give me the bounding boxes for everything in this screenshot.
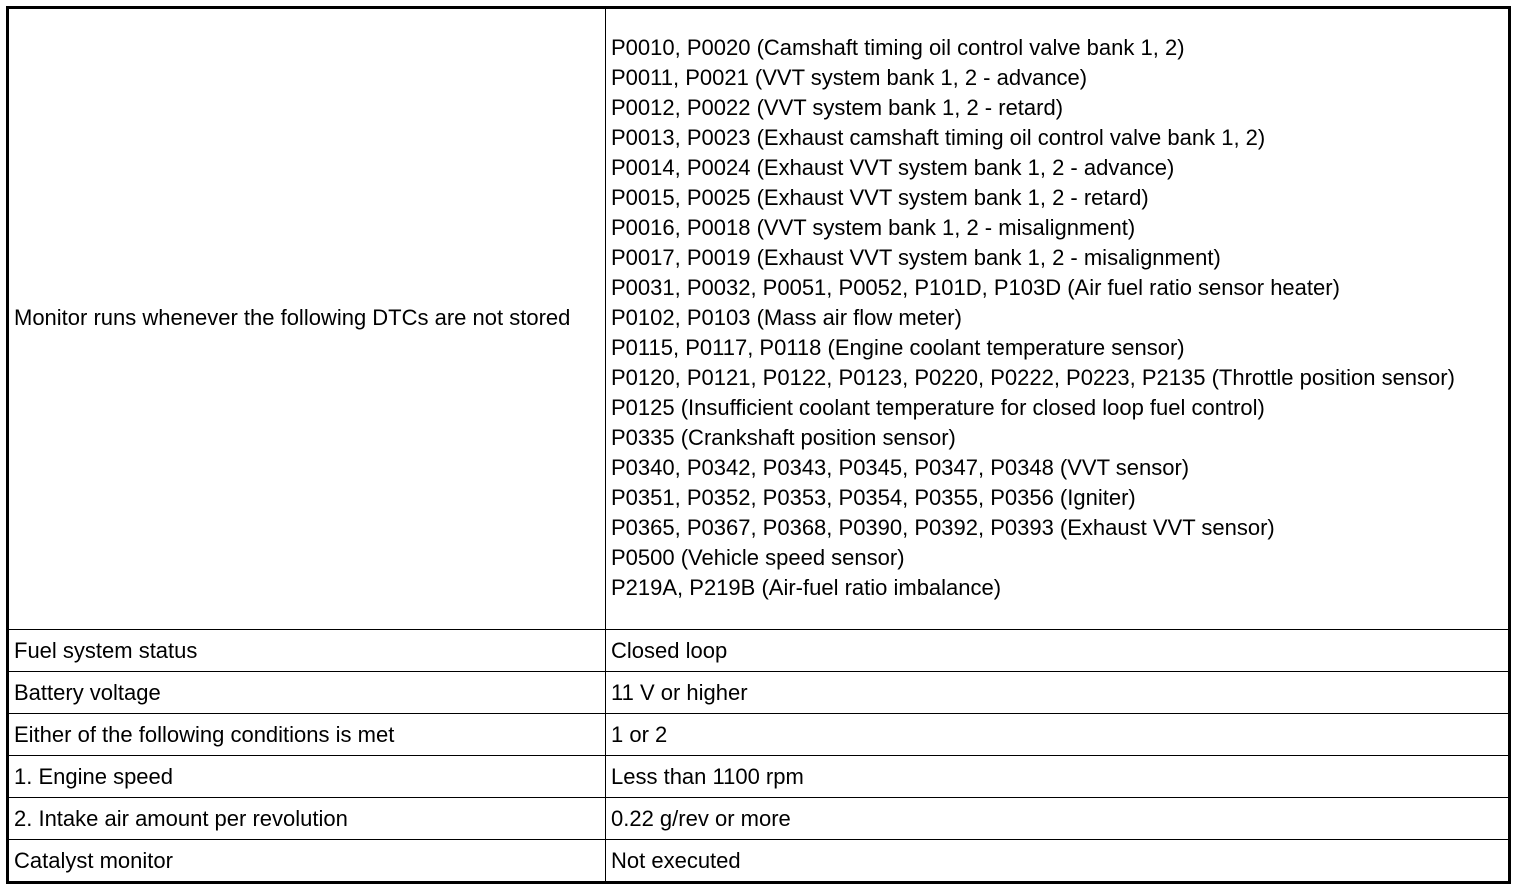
dtc-line: P0115, P0117, P0118 (Engine coolant temperature sensor) <box>611 335 1185 360</box>
table-row <box>8 714 1510 756</box>
dtc-line: P0351, P0352, P0353, P0354, P0355, P0356 (Igniter) <box>611 485 1136 510</box>
dtc-line: P0012, P0022 (VVT system bank 1, 2 - retard) <box>611 95 1064 120</box>
dtc-line: P0500 (Vehicle speed sensor) <box>611 545 905 570</box>
dtc-line: P219A, P219B (Air-fuel ratio imbalance) <box>611 575 1002 600</box>
dtc-line: P0335 (Crankshaft position sensor) <box>611 425 956 450</box>
dtc-line: P0031, P0032, P0051, P0052, P101D, P103D (Air fuel ratio sensor heater) <box>611 275 1340 300</box>
value-cell: Not executed <box>606 840 1510 883</box>
table-row <box>8 756 1510 798</box>
condition-cell: Fuel system status <box>8 630 606 672</box>
condition-cell: Monitor runs whenever the following DTCs are not stored <box>8 8 606 630</box>
dtc-line: P0015, P0025 (Exhaust VVT system bank 1, 2 - retard) <box>611 185 1149 210</box>
dtc-line: P0125 (Insufficient coolant temperature for closed loop fuel control) <box>611 395 1265 420</box>
condition-cell: 2. Intake air amount per revolution <box>8 798 606 840</box>
condition-cell: Catalyst monitor <box>8 840 606 883</box>
dtc-line: P0017, P0019 (Exhaust VVT system bank 1, 2 - misalignment) <box>611 245 1221 270</box>
table-row <box>8 8 1510 630</box>
value-cell: 0.22 g/rev or more <box>606 798 1510 840</box>
condition-cell: 1. Engine speed <box>8 756 606 798</box>
dtc-line: P0013, P0023 (Exhaust camshaft timing oil control valve bank 1, 2) <box>611 125 1266 150</box>
dtc-line: P0120, P0121, P0122, P0123, P0220, P0222, P0223, P2135 (Throttle position sensor) <box>611 365 1455 390</box>
value-cell: Closed loop <box>606 630 1510 672</box>
table-row <box>8 840 1510 883</box>
value-cell: Less than 1100 rpm <box>606 756 1510 798</box>
dtc-line: P0011, P0021 (VVT system bank 1, 2 - advance) <box>611 65 1088 90</box>
monitor-conditions-table <box>6 6 1511 884</box>
table-row <box>8 630 1510 672</box>
dtc-list-cell <box>606 8 1510 630</box>
table-row <box>8 672 1510 714</box>
dtc-line: P0010, P0020 (Camshaft timing oil control valve bank 1, 2) <box>611 35 1185 60</box>
value-cell: 1 or 2 <box>606 714 1510 756</box>
dtc-line: P0014, P0024 (Exhaust VVT system bank 1, 2 - advance) <box>611 155 1175 180</box>
condition-cell: Either of the following conditions is met <box>8 714 606 756</box>
value-cell: 11 V or higher <box>606 672 1510 714</box>
condition-cell: Battery voltage <box>8 672 606 714</box>
dtc-line: P0016, P0018 (VVT system bank 1, 2 - misalignment) <box>611 215 1136 240</box>
dtc-line: P0102, P0103 (Mass air flow meter) <box>611 305 962 330</box>
table-row <box>8 798 1510 840</box>
dtc-line: P0340, P0342, P0343, P0345, P0347, P0348 (VVT sensor) <box>611 455 1190 480</box>
dtc-line: P0365, P0367, P0368, P0390, P0392, P0393 (Exhaust VVT sensor) <box>611 515 1275 540</box>
